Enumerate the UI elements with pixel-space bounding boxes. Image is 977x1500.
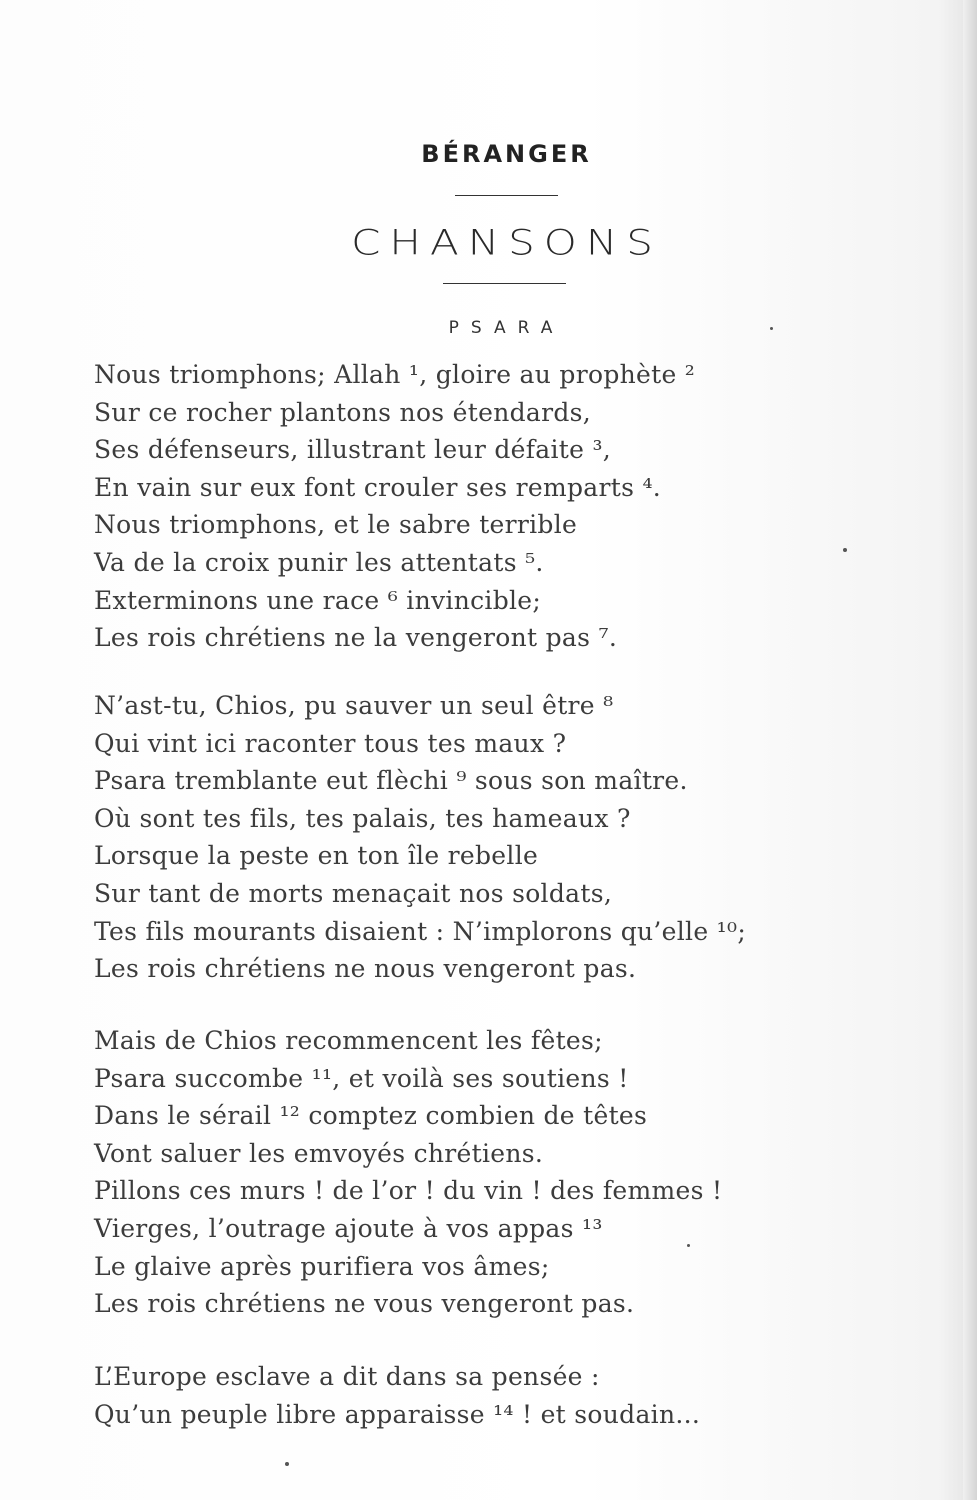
verse-line: Lorsque la peste en ton île rebelle [94, 841, 539, 871]
verse-line: En vain sur eux font crouler ses remparts ⁴. [94, 472, 662, 502]
book-title: CHANSONS [351, 222, 662, 263]
verse-line: Les rois chrétiens ne nous vengeront pas. [94, 954, 637, 984]
verse-line: Qui vint ici raconter tous tes maux ? [94, 728, 567, 758]
verse-line: Les rois chrétiens ne la vengeront pas ⁷. [94, 623, 618, 653]
print-speck [843, 548, 847, 552]
poem-title: PSARA [448, 318, 565, 338]
verse-line: Pillons ces murs ! de l’or ! du vin ! des femmes ! [94, 1176, 723, 1206]
title-rule-bottom [443, 283, 566, 284]
verse-line: Ses défenseurs, illustrant leur défaite ³, [94, 435, 612, 465]
print-speck [687, 1244, 690, 1247]
verse-line: Vierges, l’outrage ajoute à vos appas ¹³ [94, 1213, 603, 1243]
verse-line: Va de la croix punir les attentats ⁵. [94, 547, 544, 577]
title-rule-top [455, 195, 558, 196]
verse-line: Vont saluer les emvoyés chrétiens. [94, 1138, 544, 1168]
verse-line: Où sont tes fils, tes palais, tes hameaux ? [94, 803, 631, 833]
print-speck [770, 327, 773, 330]
stanza-3 [94, 1022, 722, 1323]
verse-line: N’ast-tu, Chios, pu sauver un seul être ⁸ [94, 691, 614, 720]
verse-line: Qu’un peuple libre apparaisse ¹⁴ ! et soudain... [94, 1399, 701, 1429]
verse-line: Dans le sérail ¹² comptez combien de têtes [94, 1101, 648, 1131]
stanza-2 [94, 687, 746, 988]
verse-line: Psara succombe ¹¹, et voilà ses soutiens ! [94, 1063, 629, 1093]
stanza-1 [94, 356, 695, 657]
verse-line: L’Europe esclave a dit dans sa pensée : [94, 1362, 600, 1391]
verse-line: Sur ce rocher plantons nos étendards, [94, 397, 592, 427]
verse-line: Tes fils mourants disaient : N’implorons qu’elle ¹⁰; [94, 916, 747, 946]
verse-line: Le glaive après purifiera vos âmes; [94, 1251, 550, 1281]
verse-line: Sur tant de morts menaçait nos soldats, [94, 878, 613, 908]
verse-line: Mais de Chios recommencent les fêtes; [94, 1026, 603, 1055]
stanza-4 [94, 1358, 700, 1433]
print-speck [285, 1462, 289, 1466]
verse-line: Psara tremblante eut flèchi ⁹ sous son maître. [94, 766, 688, 796]
author-name: BÉRANGER [421, 140, 592, 168]
verse-line: Les rois chrétiens ne vous vengeront pas. [94, 1289, 635, 1319]
verse-line: Nous triomphons; Allah ¹, gloire au prophète ² [94, 360, 696, 389]
verse-line: Exterminons une race ⁶ invincible; [94, 585, 542, 615]
verse-line: Nous triomphons, et le sabre terrible [94, 510, 578, 540]
